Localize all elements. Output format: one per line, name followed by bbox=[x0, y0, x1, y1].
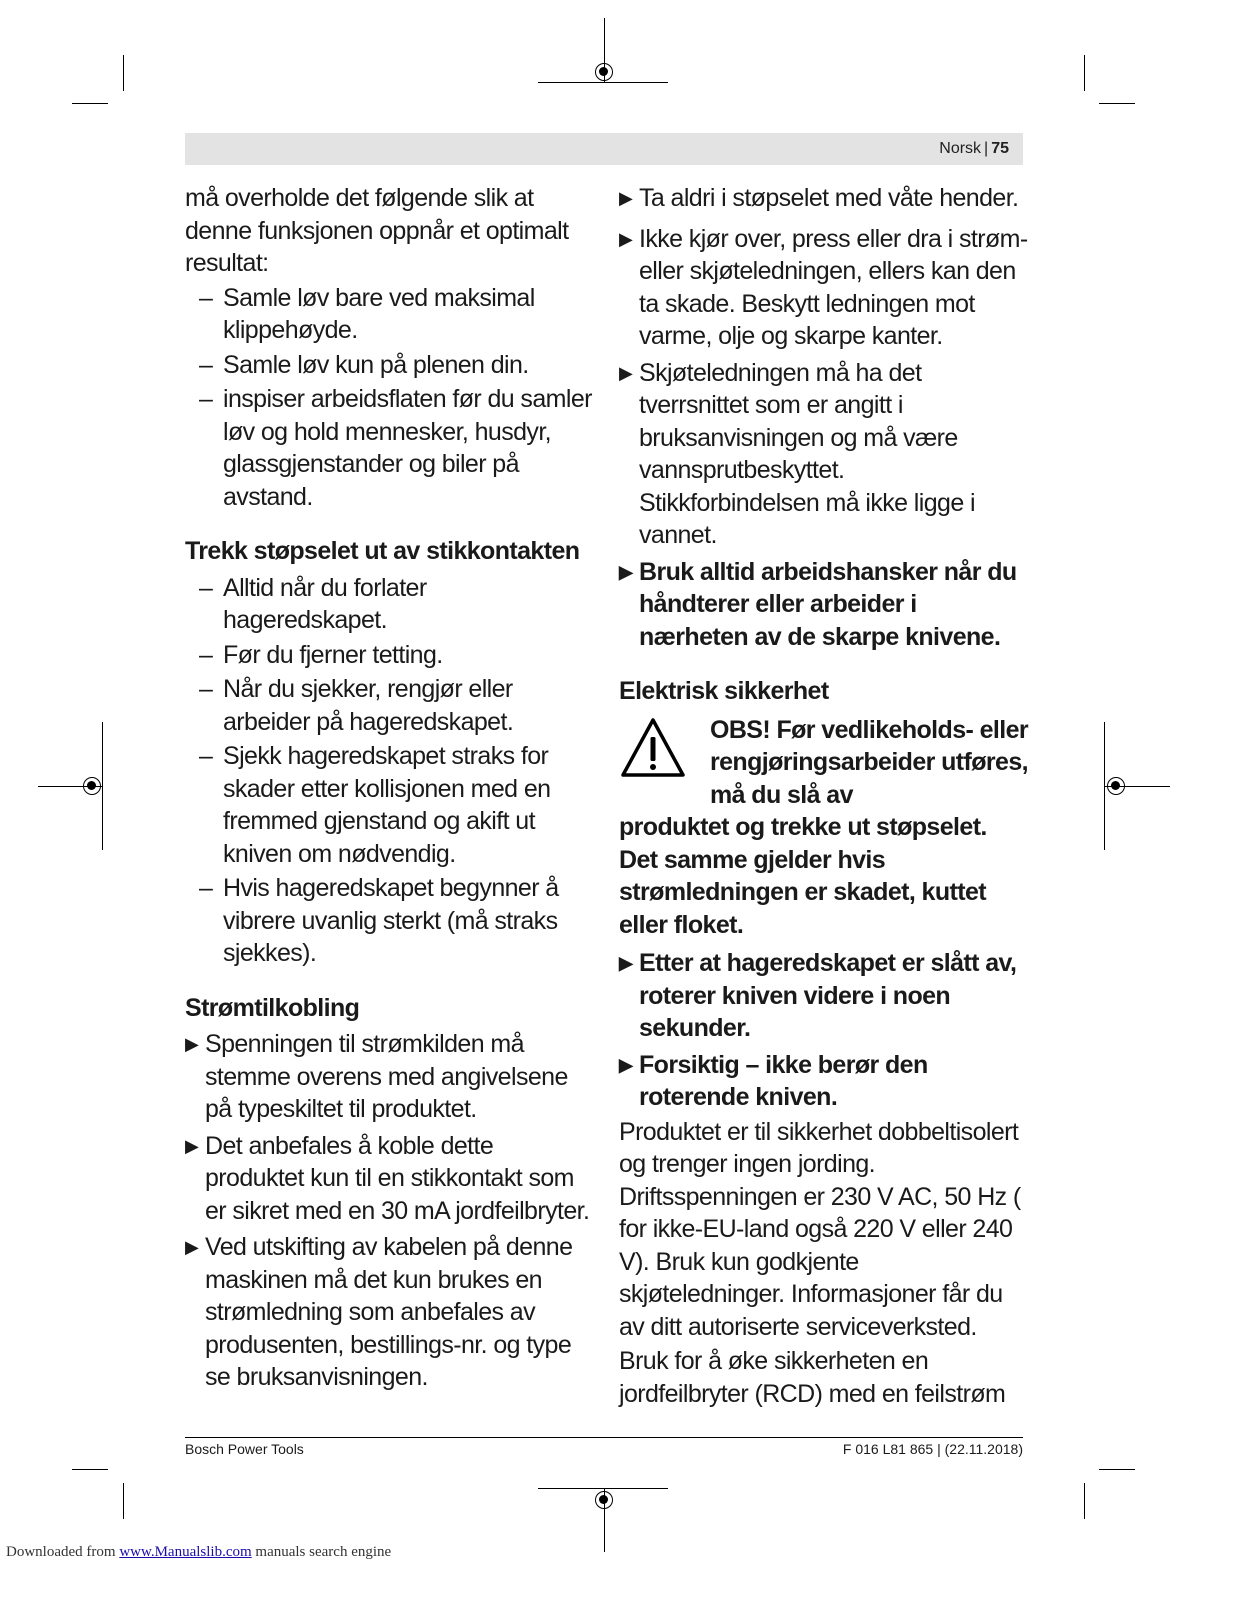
warning-block bbox=[619, 714, 1029, 942]
left-column bbox=[185, 182, 595, 1394]
page-header bbox=[185, 133, 1023, 165]
list-item: – Før du fjerner tetting. bbox=[199, 640, 443, 669]
power-heading: Strømtilkobling bbox=[185, 993, 360, 1022]
intro-text: må overholde det følgende slik at denne funksjonen oppnår et optimalt resultat: bbox=[185, 184, 569, 277]
registration-mark-icon bbox=[595, 1491, 613, 1509]
list-item: – Samle løv kun på plenen din. bbox=[199, 350, 529, 379]
bullet-arrow-icon: ▶ bbox=[619, 362, 633, 383]
list-item: – Alltid når du forlater hageredskapet. bbox=[199, 573, 427, 634]
header-language: Norsk bbox=[939, 140, 982, 157]
bullet-arrow-icon: ▶ bbox=[619, 1054, 633, 1075]
list-item: – Samle løv bare ved maksimal klippehøyde. bbox=[199, 283, 535, 344]
bullet-arrow-icon: ▶ bbox=[619, 561, 633, 582]
registration-mark-icon bbox=[83, 777, 101, 795]
bullet-arrow-icon: ▶ bbox=[185, 1034, 199, 1054]
bullet-item: ▶ Ved utskifting av kabelen på denne maskinen må det kun brukes en strømledning som anbefales av produsenten, bestillings-nr. og type se bruksanvisningen. bbox=[185, 1233, 573, 1391]
bullet-arrow-icon: ▶ bbox=[619, 228, 633, 249]
right-column bbox=[619, 182, 1029, 1410]
warning-text-intro: OBS! Før vedlikeholds- eller rengjøringsarbeider utføres, må du slå av bbox=[710, 715, 1029, 809]
footer-brand: Bosch Power Tools bbox=[185, 1441, 304, 1457]
manualslib-link[interactable]: www.Manualslib.com bbox=[119, 1544, 252, 1560]
electrical-heading: Elektrisk sikkerhet bbox=[619, 677, 829, 705]
paragraph-insulation: Produktet er til sikkerhet dobbeltisolert og trenger ingen jording. Driftsspenningen er 230 V AC, 50 Hz ( for ikke-EU-land også 220 V eller 240 V). Bruk kun godkjente skjøteledninger. Informasjoner får du av ditt autoriserte serviceverksted. bbox=[619, 1117, 1021, 1341]
registration-mark-icon bbox=[1107, 777, 1125, 795]
warning-triangle-icon bbox=[619, 716, 687, 780]
page-number: 75 bbox=[991, 140, 1009, 157]
bullet-arrow-icon: ▶ bbox=[185, 1135, 199, 1156]
warning-text-rest: produktet og trekke ut støpselet. Det samme gjelder hvis strømledningen er skadet, kuttet eller floket. bbox=[619, 813, 987, 939]
unplug-heading: Trekk støpselet ut av stikkontakten bbox=[185, 537, 580, 565]
footer-rule bbox=[185, 1437, 1023, 1438]
bullet-arrow-icon: ▶ bbox=[619, 188, 633, 208]
header-label bbox=[939, 140, 1009, 158]
bullet-arrow-icon: ▶ bbox=[619, 953, 633, 973]
list-item: – inspiser arbeidsflaten før du samler løv og hold mennesker, husdyr, glassgjenstander og biler på avstand. bbox=[199, 385, 592, 511]
bullet-arrow-icon: ▶ bbox=[185, 1237, 199, 1257]
bullet-item: ▶ Bruk alltid arbeidshansker når du håndterer eller arbeider i nærheten av de skarpe knivene. bbox=[619, 557, 1017, 651]
bullet-item: ▶ Etter at hageredskapet er slått av, roterer kniven videre i noen sekunder. bbox=[619, 949, 1017, 1042]
list-item: – Sjekk hageredskapet straks for skader etter kollisjonen med en fremmed gjenstand og akift ut kniven om nødvendig. bbox=[199, 742, 551, 868]
bullet-item: ▶ Ikke kjør over, press eller dra i strøm- eller skjøteledningen, ellers kan den ta skade. Beskytt ledningen mot varme, olje og skarpe kanter. bbox=[619, 224, 1028, 350]
bullet-item: ▶ Ta aldri i støpselet med våte hender. bbox=[619, 182, 1029, 215]
bullet-item: ▶ Skjøteledningen må ha det tverrsnittet som er angitt i bruksanvisningen og må være vannsprutbeskyttet. Stikkforbindelsen må ikke ligge i vannet. bbox=[619, 358, 975, 549]
footer-doc-id: F 016 L81 865 | (22.11.2018) bbox=[842, 1441, 1023, 1457]
paragraph-rcd: Bruk for å øke sikkerheten en jordfeilbryter (RCD) med en feilstrøm bbox=[619, 1347, 1006, 1408]
bullet-item: ▶ Det anbefales å koble dette produktet kun til en stikkontakt som er sikret med en 30 mA jordfeilbryter. bbox=[185, 1131, 590, 1225]
list-item: – Hvis hageredskapet begynner å vibrere uvanlig sterkt (må straks sjekkes). bbox=[199, 874, 559, 967]
registration-mark-icon bbox=[595, 63, 613, 81]
header-separator: | bbox=[984, 140, 989, 157]
bullet-item: ▶ Forsiktig – ikke berør den roterende kniven. bbox=[619, 1050, 928, 1111]
download-notice: Downloaded from www.Manualslib.com manuals search engine bbox=[6, 1544, 392, 1560]
bullet-item: ▶ Spenningen til strømkilden må stemme overens med angivelsene på typeskiltet til produktet. bbox=[185, 1030, 568, 1123]
list-item: – Når du sjekker, rengjør eller arbeider på hageredskapet. bbox=[199, 675, 514, 736]
